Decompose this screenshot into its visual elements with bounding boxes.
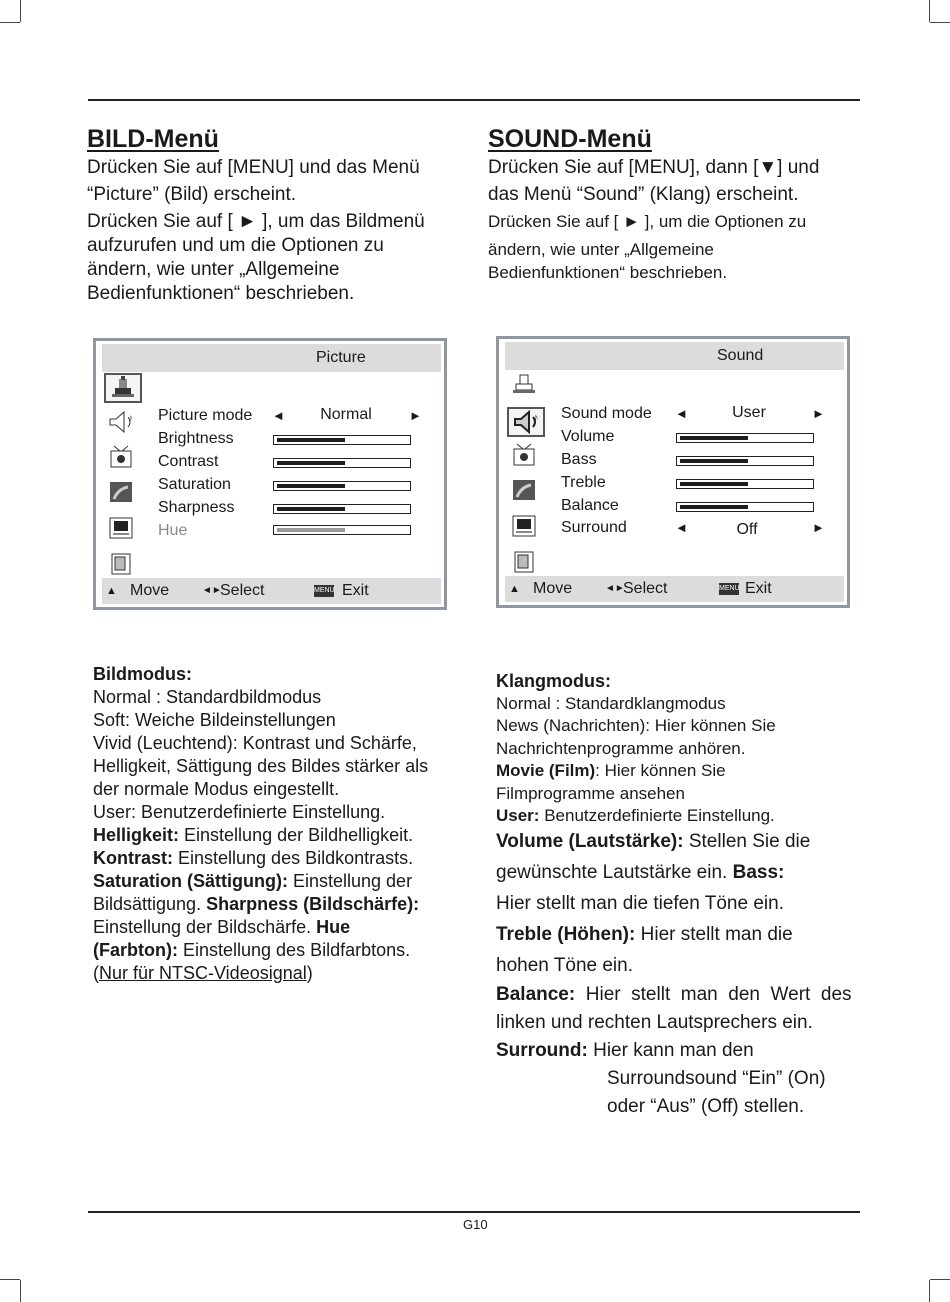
panel-footer — [102, 578, 441, 604]
tv-icon[interactable] — [507, 513, 545, 543]
surround-label: Surround — [561, 519, 627, 536]
footer-move: Move — [130, 582, 170, 599]
menu-key-icon: MENU — [719, 583, 739, 595]
footer-exit: Exit — [745, 580, 772, 597]
crop-mark — [929, 1280, 930, 1302]
desc-line: Helligkeit, Sättigung des Bildes stärker als — [93, 756, 429, 776]
panel-header-title: Sound — [717, 347, 764, 364]
arrow-right-icon[interactable]: ► — [812, 520, 825, 535]
surround-term: Surround: — [496, 1040, 588, 1061]
slider-fill — [680, 459, 748, 463]
slider-fill — [277, 528, 345, 532]
sound-description: Klangmodus: Normal : Standardklangmodus News (Nachrichten): Hier können Sie Nachrichtenprogramme anhören. Movie (Film): Hier können Sie Filmprogramme ansehen User: Benutzerdefinierte Einstellung. — [496, 671, 776, 825]
intro-line: Drücken Sie auf [ ► ], um das Bildmenü — [87, 211, 425, 232]
desc-line: der normale Modus eingestellt. — [93, 779, 340, 799]
brightness-label: Brightness — [158, 430, 234, 447]
leftright-arrow-icon: ◄► — [202, 585, 222, 596]
balance-term: Balance: — [496, 984, 576, 1005]
contrast-label: Contrast — [158, 453, 219, 470]
slider-fill — [680, 482, 748, 486]
footer-move: Move — [533, 580, 573, 597]
desc-line: Soft: Weiche Bildeinstellungen — [93, 710, 336, 730]
volume-label: Volume — [561, 428, 615, 445]
bild-description: Bildmodus: Normal : Standardbildmodus Soft: Weiche Bildeinstellungen Vivid (Leuchtend): Kontrast und Schärfe, Helligkeit, Sättigung des Bildes stärker als der normale Modus eingestellt. User: Benutzerdefinierte Einstellung. Helligkeit: Einstellung der Bildhelligkeit. Kontrast: Einstellung des Bildkontrasts. Saturation (Sättigung): Einstellung der Bildsättigung. Sharpness (Bildschärfe): Einstellung der Bildschärfe. Hue (Farbton): Einstellung des Bildfarbtons. (Nur für NTSC-Videosignal) — [93, 664, 429, 983]
page-number: G10 — [463, 1217, 488, 1232]
slider-fill — [277, 461, 345, 465]
sound-title: SOUND-Menü — [488, 125, 652, 153]
bass-label: Bass — [561, 451, 597, 468]
desc-line: Normal : Standardbildmodus — [93, 687, 322, 707]
desc-line: hohen Töne ein. — [496, 955, 633, 976]
slider-fill — [680, 505, 748, 509]
intro-line: Bedienfunktionen“ beschrieben. — [87, 283, 355, 304]
helligkeit-term: Helligkeit: — [93, 825, 180, 845]
bass-slider[interactable] — [676, 456, 814, 466]
svg-text:♪: ♪ — [533, 412, 539, 424]
contrast-slider[interactable] — [273, 458, 411, 468]
function-icon[interactable] — [104, 551, 142, 581]
menu-icon-column — [102, 373, 146, 581]
footer-select: Select — [623, 580, 668, 597]
hue-slider[interactable] — [273, 525, 411, 535]
bildmodus-heading: Bildmodus: — [93, 664, 192, 684]
saturation-label: Saturation — [158, 476, 231, 493]
desc-line: oder “Aus” (Off) stellen. — [607, 1096, 805, 1117]
desc-line: Vivid (Leuchtend): Kontrast und Schärfe, — [93, 733, 417, 753]
movie-term: Movie (Film) — [496, 761, 596, 780]
sound-mode-label: Sound mode — [561, 405, 652, 422]
sound-description-2: Volume (Lautstärke): Stellen Sie die gewünschte Lautstärke ein. Bass: Hier stellt man die tiefen Töne ein. Treble (Höhen): Hier stellt man die hohen Töne ein. — [496, 826, 810, 981]
desc-line: Normal : Standardklangmodus — [496, 693, 726, 713]
intro-line: Bedienfunktionen“ beschrieben. — [488, 263, 728, 282]
tv-icon[interactable] — [104, 515, 142, 545]
leftright-arrow-icon: ◄► — [605, 583, 625, 594]
hue-label: Hue — [158, 522, 188, 539]
arrow-right-icon[interactable]: ► — [409, 408, 422, 423]
bild-title: BILD-Menü — [87, 125, 219, 153]
sound-intro-small — [488, 210, 806, 284]
updown-arrow-icon: ▲ — [106, 585, 117, 597]
intro-line: “Picture” (Bild) erscheint. — [87, 184, 297, 205]
intro-line: Drücken Sie auf [MENU], dann [▼] und — [488, 157, 820, 178]
sound-menu-panel — [496, 336, 850, 608]
bild-intro — [87, 156, 425, 306]
top-rule — [88, 99, 860, 101]
sharpness-label: Sharpness — [158, 499, 235, 516]
input-icon[interactable] — [507, 477, 545, 507]
desc-line: User: Benutzerdefinierte Einstellung. — [93, 802, 386, 822]
slider-fill — [277, 484, 345, 488]
kontrast-term: Kontrast: — [93, 848, 173, 868]
desc-line: linken und rechten Lautsprechers ein. — [496, 1012, 813, 1033]
panel-header — [505, 342, 844, 370]
intro-line: ändern, wie unter „Allgemeine — [488, 240, 714, 259]
intro-line: aufzurufen und um die Optionen zu — [87, 235, 384, 256]
crop-mark — [930, 22, 950, 23]
arrow-left-icon[interactable]: ◄ — [272, 408, 285, 423]
intro-line: das Menü “Sound” (Klang) erscheint. — [488, 184, 799, 205]
sharpness-term: Sharpness (Bildschärfe): — [206, 894, 420, 914]
picture-icon[interactable] — [507, 371, 545, 401]
sharpness-slider[interactable] — [273, 504, 411, 514]
picture-icon[interactable] — [104, 373, 142, 403]
desc-line: Filmprogramme ansehen — [496, 783, 685, 803]
brightness-slider[interactable] — [273, 435, 411, 445]
settings-icon[interactable] — [104, 445, 142, 475]
menu-key-icon: MENU — [314, 585, 334, 597]
arrow-right-icon[interactable]: ► — [812, 406, 825, 421]
balance-label: Balance — [561, 497, 619, 514]
treble-label: Treble — [561, 474, 606, 491]
svg-text:♪: ♪ — [128, 413, 133, 424]
footer-select: Select — [220, 582, 265, 599]
crop-mark — [930, 1279, 950, 1280]
crop-mark — [20, 1280, 21, 1302]
input-icon[interactable] — [104, 479, 142, 509]
arrow-left-icon[interactable]: ◄ — [675, 406, 688, 421]
sound-icon[interactable] — [104, 409, 142, 439]
saturation-slider[interactable] — [273, 481, 411, 491]
footer-exit: Exit — [342, 582, 369, 599]
volume-term: Volume (Lautstärke): — [496, 831, 684, 852]
saturation-term: Saturation (Sättigung): — [93, 871, 288, 891]
balance-slider[interactable] — [676, 502, 814, 512]
sound-description-3: Balance: Hier stellt man den Wert des linken und rechten Lautsprechers ein. Surround: Hier kann man den Surroundsound “Ein” (On) oder “Aus” (Off) stellen. — [496, 981, 852, 1121]
desc-line: Hier stellt man die tiefen Töne ein. — [496, 893, 784, 914]
crop-mark — [20, 0, 21, 22]
klangmodus-heading: Klangmodus: — [496, 671, 611, 691]
sound-mode-value[interactable]: User — [732, 404, 766, 421]
ntsc-note: Nur für NTSC-Videosignal — [99, 963, 307, 983]
slider-fill — [277, 507, 345, 511]
arrow-left-icon[interactable]: ◄ — [675, 520, 688, 535]
treble-term: Treble (Höhen): — [496, 924, 636, 945]
panel-footer — [505, 576, 844, 602]
desc-line: News (Nachrichten): Hier können Sie — [496, 716, 776, 735]
settings-icon[interactable] — [507, 443, 545, 473]
hue-term: Hue — [316, 917, 351, 937]
slider-fill — [680, 436, 748, 440]
crop-mark — [929, 0, 930, 22]
picture-mode-value[interactable]: Normal — [320, 406, 372, 423]
sound-intro — [488, 156, 819, 207]
treble-slider[interactable] — [676, 479, 814, 489]
menu-icon-column — [505, 371, 549, 579]
slider-fill — [277, 438, 345, 442]
bottom-rule — [88, 1211, 860, 1213]
intro-line: Drücken Sie auf [ ► ], um die Optionen zu — [488, 212, 807, 231]
user-term: User: — [496, 806, 540, 825]
bass-term: Bass: — [732, 862, 785, 883]
intro-line: ändern, wie unter „Allgemeine — [87, 259, 340, 280]
sound-icon[interactable] — [507, 407, 545, 437]
volume-slider[interactable] — [676, 433, 814, 443]
intro-line: Drücken Sie auf [MENU] und das Menü — [87, 157, 420, 178]
picture-mode-label: Picture mode — [158, 407, 253, 424]
updown-arrow-icon: ▲ — [509, 583, 520, 595]
crop-mark — [0, 22, 20, 23]
picture-menu-panel — [93, 338, 447, 610]
desc-line: Surroundsound “Ein” (On) — [607, 1068, 826, 1089]
desc-line: Nachrichtenprogramme anhören. — [496, 738, 746, 758]
panel-header — [102, 344, 441, 372]
crop-mark — [0, 1279, 20, 1280]
panel-header-title: Picture — [316, 349, 366, 366]
function-icon[interactable] — [507, 549, 545, 579]
surround-value[interactable]: Off — [736, 521, 758, 538]
